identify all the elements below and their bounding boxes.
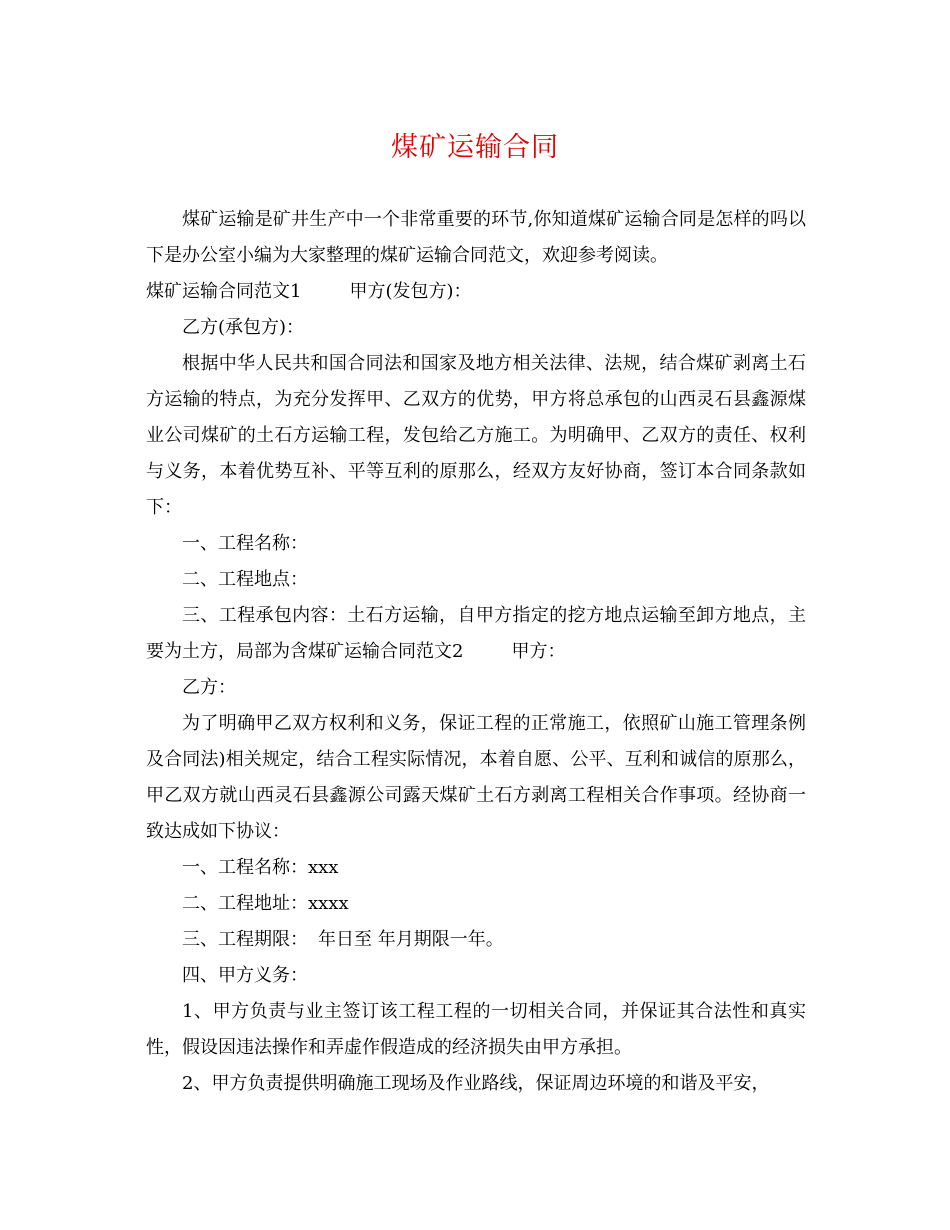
sample2-body-paragraph: 为了明确甲乙双方权利和义务，保证工程的正常施工，依照矿山施工管理条例及合同法)相关规定，结合工程实际情况，本着自愿、公平、互利和诚信的原那么，甲乙双方就山西灵石县鑫源公司露天煤矿土石方剥离工程相关合作事项。经协商一致达成如下协议： xyxy=(146,713,806,842)
sample1-item-scope-line xyxy=(146,598,806,670)
sample1-item-scope: 三、工程承包内容：土石方运输，自甲方指定的挖方地点运输至卸方地点，主要为土方，局部为含 xyxy=(146,605,806,662)
sample1-body-paragraph: 根据中华人民共和国合同法和国家及地方相关法律、法规，结合煤矿剥离土石方运输的特点，为充分发挥甲、乙双方的优势，甲方将总承包的山西灵石县鑫源煤业公司煤矿的土石方运输工程，发包给乙方施工。为明确甲、乙双方的责任、权利与义务，本着优势互补、平等互利的原那么，经双方友好协商，签订本合同条款如下： xyxy=(146,353,806,518)
sample1-heading-line xyxy=(146,274,806,310)
sample2-heading: 煤矿运输合同范文2 xyxy=(308,641,464,662)
sample2-party-b: 乙方： xyxy=(182,677,236,698)
sample1-party-b: 乙方(承包方)： xyxy=(182,317,305,338)
sample1-party-a: 甲方(发包方)： xyxy=(349,281,472,302)
sample2-party-a: 甲方： xyxy=(511,641,566,662)
sample1-heading: 煤矿运输合同范文1 xyxy=(146,281,302,302)
sample2-item-party-a-duties: 四、甲方义务： xyxy=(182,965,308,986)
sample1-item-project-name: 一、工程名称： xyxy=(182,533,308,554)
sample2-item-project-name: 一、工程名称：xxx xyxy=(182,857,339,878)
sample2-item-period-line xyxy=(146,922,806,958)
intro-paragraph: 煤矿运输是矿井生产中一个非常重要的环节,你知道煤矿运输合同是怎样的吗以下是办公室小编为大家整理的煤矿运输合同范文，欢迎参考阅读。 xyxy=(146,209,806,266)
sample2-item-period-value: 年日至 年月期限一年。 xyxy=(318,929,504,950)
sample1-item-project-location: 二、工程地点： xyxy=(182,569,308,590)
duty-1-paragraph: 1、甲方负责与业主签订该工程工程的一切相关合同，并保证其合法性和真实性，假设因违法操作和弄虚作假造成的经济损失由甲方承担。 xyxy=(146,1001,806,1058)
duty-2-paragraph: 2、甲方负责提供明确施工现场及作业路线，保证周边环境的和谐及平安， xyxy=(182,1073,770,1094)
document-title: 煤矿运输合同 xyxy=(391,132,559,163)
sample2-item-period-label: 三、工程期限： xyxy=(182,929,308,950)
sample2-item-project-address: 二、工程地址：xxxx xyxy=(182,893,349,914)
document-body xyxy=(146,202,806,1102)
